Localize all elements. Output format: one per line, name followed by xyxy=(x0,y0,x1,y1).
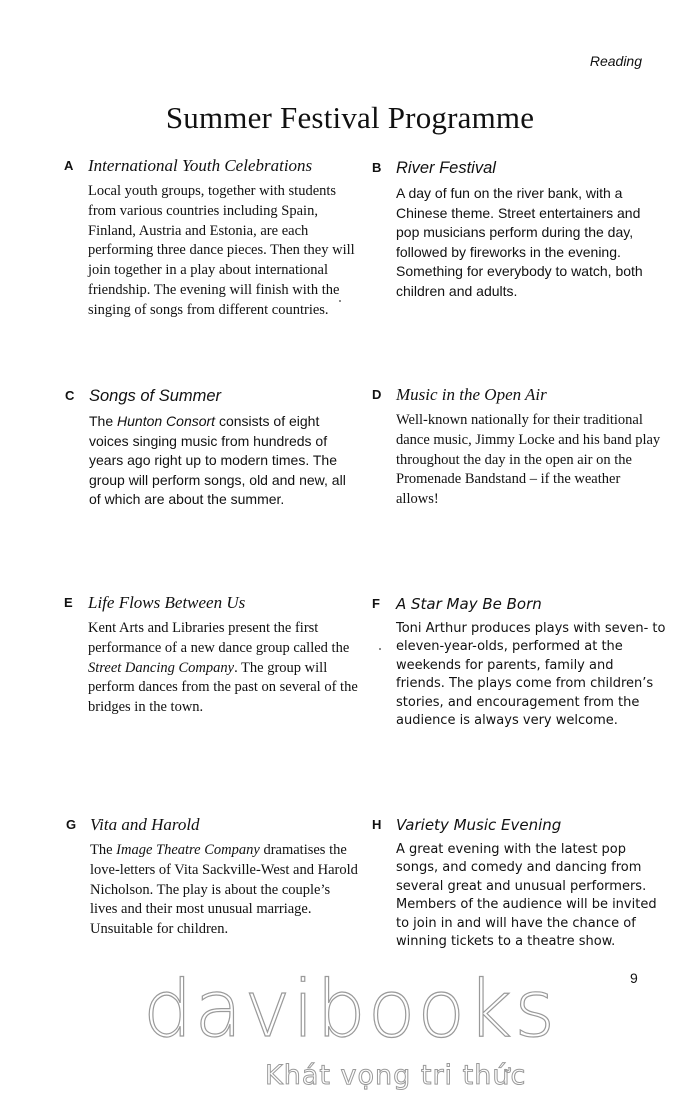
entry-letter: B xyxy=(372,160,382,175)
entry-title: International Youth Celebrations xyxy=(88,156,313,175)
entry-body-text: The xyxy=(89,413,118,429)
entry-title: Variety Music Evening xyxy=(396,816,562,834)
entry-body: A day of fun on the river bank, with a Chinese theme. Street entertainers and pop musicians perform during the day, followed by fireworks in the evening. Something for everybody to watch, both children and adults. xyxy=(396,185,643,299)
entry-letter: G xyxy=(66,817,77,832)
entry-body: Toni Arthur produces plays with seven- to eleven-year-olds, performed at the weekends for parents, family and friends. The plays come from children’s stories, and encouragement from the audience is always very welcome. xyxy=(396,621,666,729)
page-title: Summer Festival Programme xyxy=(165,100,535,135)
entry-body-text: The xyxy=(90,842,117,858)
entry-d xyxy=(372,385,666,510)
entry-body-italic: Hunton Consort xyxy=(117,413,216,429)
watermark-tagline: Khát vọng tri thức xyxy=(265,1060,527,1091)
entry-a xyxy=(64,156,358,321)
entry-e xyxy=(64,593,358,718)
entry-body-text: consists of eight voices singing music from hundreds of years ago right up to modern times. The group will perform songs, old and new, all of which are about the summer. xyxy=(89,413,346,508)
entry-body: Local youth groups, together with students from various countries including Spain, Finland, Austria and Estonia, are each performing three dance pieces. Then they will join together in a play about international friendship. The evening will finish with the singing of songs from different countries. xyxy=(88,183,355,318)
print-speck xyxy=(339,300,341,302)
entry-body xyxy=(88,619,358,718)
entry-body: A great evening with the latest pop songs, and comedy and dancing from several great and unusual performers. Members of the audience will be invited to join in and will have the chance of winning tickets to a theatre show. xyxy=(396,842,657,950)
entry-body-text: Kent Arts and Libraries present the first performance of a new dance group called the xyxy=(88,620,350,656)
entry-letter: H xyxy=(372,817,382,832)
print-speck xyxy=(379,648,381,650)
entry-letter: F xyxy=(372,596,380,611)
entry-letter: A xyxy=(64,158,74,173)
entry-body-italic: Image Theatre Company xyxy=(116,842,260,858)
entry-body-italic: Street Dancing Company xyxy=(88,659,235,676)
entry-title: Life Flows Between Us xyxy=(88,593,246,612)
entry-g xyxy=(66,815,360,940)
entry-title: A Star May Be Born xyxy=(396,595,542,613)
entry-letter: C xyxy=(65,388,75,403)
entry-body xyxy=(89,412,359,510)
entry-title: Songs of Summer xyxy=(89,387,222,405)
entry-body: Well-known nationally for their traditional dance music, Jimmy Locke and his band play throughout the day in the open air on the Promenade Bandstand – if the weather allows! xyxy=(396,412,661,508)
watermark-logo: davibooks xyxy=(143,965,557,1055)
entry-h xyxy=(372,815,666,951)
entry-title: Music in the Open Air xyxy=(396,385,547,404)
entry-body-text: dramatises the love-letters of Vita Sackville-West and Harold Nicholson. The play is about the couple’s lives and their most unusual marriage. Unsuitable for children. xyxy=(90,842,358,938)
entry-letter: D xyxy=(372,387,382,402)
entry-c xyxy=(65,386,359,510)
entry-title: River Festival xyxy=(396,159,496,177)
entry-f xyxy=(372,594,666,730)
entry-title: Vita and Harold xyxy=(90,815,200,834)
entry-body-text: . The group will perform dances from the past on several of the bridges in the town. xyxy=(88,659,358,716)
page-number: 9 xyxy=(630,970,638,986)
entry-letter: E xyxy=(64,595,73,610)
section-label: Reading xyxy=(589,53,642,69)
entry-b xyxy=(372,158,666,302)
entry-body xyxy=(90,841,360,940)
